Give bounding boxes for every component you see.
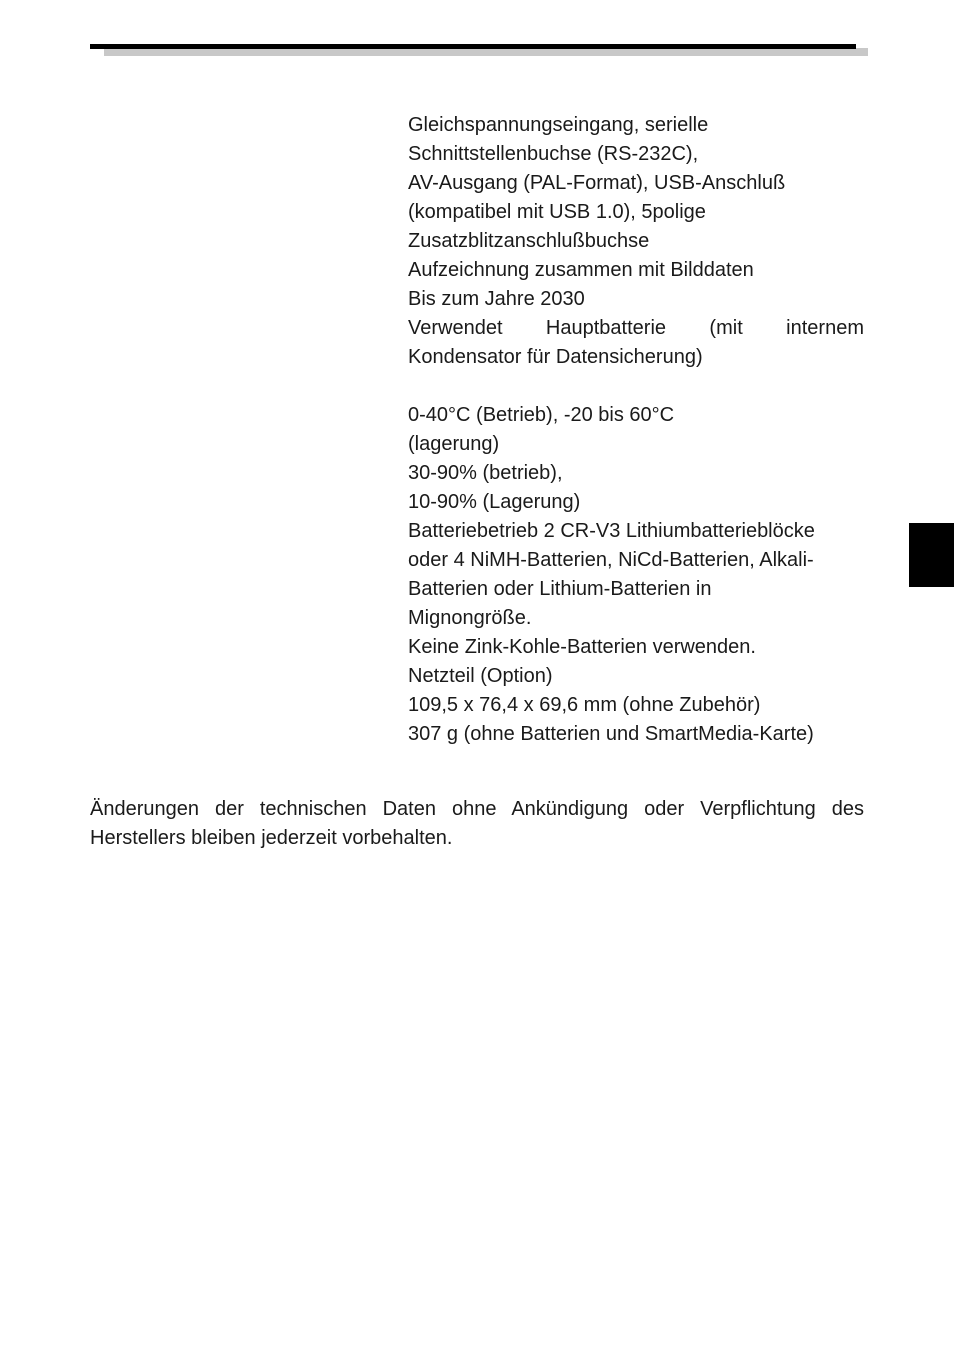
- specification-change-notice: [90, 795, 864, 853]
- spec-line: Mignongröße.: [408, 607, 532, 629]
- spec-line: Kondensator für Datensicherung): [408, 346, 703, 368]
- spec-line: Netzteil (Option): [408, 665, 553, 687]
- spec-line: 30-90% (betrieb),: [408, 462, 563, 484]
- header-rule-shadow: [104, 48, 868, 56]
- spec-line: Batterien oder Lithium-Batterien in: [408, 578, 712, 600]
- spec-line: Aufzeichnung zusammen mit Bilddaten: [408, 259, 754, 281]
- spec-line: (kompatibel mit USB 1.0), 5polige: [408, 201, 706, 223]
- spec-line: Schnittstellenbuchse (RS-232C),: [408, 143, 699, 165]
- chapter-thumb-tab: [909, 523, 954, 587]
- header-rule: [90, 44, 856, 49]
- spec-line: Keine Zink-Kohle-Batterien verwenden.: [408, 636, 756, 658]
- spec-line: (lagerung): [408, 433, 500, 455]
- spec-line: Zusatzblitzanschlußbuchse: [408, 230, 650, 252]
- spec-blank-line: [408, 372, 864, 401]
- spec-values-column: [408, 111, 864, 749]
- spec-line: 10-90% (Lagerung): [408, 491, 581, 513]
- spec-line: Bis zum Jahre 2030: [408, 288, 585, 310]
- spec-line: oder 4 NiMH-Batterien, NiCd-Batterien, Alkali-: [408, 549, 814, 571]
- notice-line: Herstellers bleiben jederzeit vorbehalten.: [90, 827, 453, 849]
- spec-line: 0-40°C (Betrieb), -20 bis 60°C: [408, 404, 675, 426]
- spec-line: 307 g (ohne Batterien und SmartMedia-Karte): [408, 723, 814, 745]
- spec-line: 109,5 x 76,4 x 69,6 mm (ohne Zubehör): [408, 694, 761, 716]
- spec-line: Gleichspannungseingang, serielle: [408, 114, 709, 136]
- spec-line: Batteriebetrieb 2 CR-V3 Lithiumbatterieblöcke: [408, 520, 815, 542]
- notice-line: Änderungen der technischen Daten ohne Ankündigung oder Verpflichtung des: [90, 798, 864, 820]
- spec-line: AV-Ausgang (PAL-Format), USB-Anschluß: [408, 172, 786, 194]
- spec-line: Verwendet Hauptbatterie (mit internem: [408, 317, 864, 339]
